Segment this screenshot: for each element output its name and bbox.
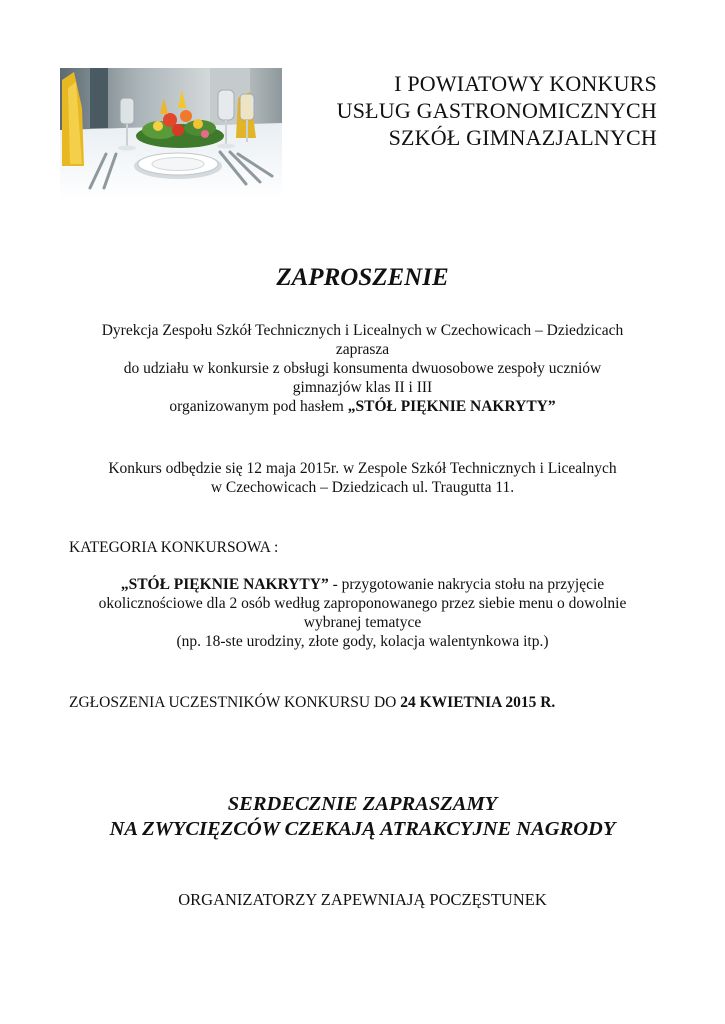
slogan-line — [40, 397, 685, 416]
contest-heading — [337, 70, 657, 151]
category-line-3: wybranej tematyce — [303, 614, 422, 631]
invitation-intro — [40, 321, 685, 416]
closing-line-1: SERDECZNIE ZAPRASZAMY — [227, 793, 498, 815]
heading-line-3: SZKÓŁ GIMNAZJALNYCH — [388, 125, 657, 150]
closing-line-2: NA ZWYCIĘZCÓW CZEKAJĄ ATRAKCYJNE NAGRODY — [109, 818, 616, 840]
category-line-4: (np. 18-ste urodziny, złote gody, kolacja walentynkowa itp.) — [176, 633, 549, 650]
deadline-text: ZGŁOSZENIA UCZESTNIKÓW KONKURSU DO — [69, 694, 401, 711]
category-desc-first: - przygotowanie nakrycia stołu na przyjęcie — [328, 576, 605, 593]
invitation-title: ZAPROSZENIE — [276, 264, 449, 291]
heading-line-1: I POWIATOWY KONKURS — [394, 71, 657, 96]
category-label: KATEGORIA KONKURSOWA : — [69, 539, 279, 556]
slogan-text: „STÓŁ PIĘKNIE NAKRYTY” — [347, 398, 556, 415]
category-name: „STÓŁ PIĘKNIE NAKRYTY” — [120, 576, 329, 593]
category-description — [40, 575, 685, 651]
registration-deadline — [69, 694, 555, 712]
date-line-1: Konkurs odbędzie się 12 maja 2015r. w Zespole Szkół Technicznych i Licealnych — [108, 460, 617, 477]
category-line-1 — [40, 575, 685, 594]
deadline-date: 24 KWIETNIA 2015 R. — [400, 694, 556, 711]
intro-line-2: zaprasza — [335, 341, 390, 358]
heading-line-2: USŁUG GASTRONOMICZNYCH — [336, 98, 657, 123]
intro-line-1: Dyrekcja Zespołu Szkół Technicznych i Licealnych w Czechowicach – Dziedzicach — [101, 322, 624, 339]
intro-line-3: do udziału w konkursie z obsługi konsumenta dwuosobowe zespoły uczniów — [123, 360, 602, 377]
date-line-2: w Czechowicach – Dziedzicach ul. Traugutta 11. — [210, 479, 515, 496]
refreshments-note: ORGANIZATORZY ZAPEWNIAJĄ POCZĘSTUNEK — [178, 890, 547, 909]
slogan-prefix: organizowanym pod hasłem — [169, 398, 348, 415]
intro-line-4: gimnazjów klas II i III — [292, 379, 433, 396]
contest-date-place — [40, 459, 685, 497]
table-setting-photo — [60, 68, 282, 200]
category-line-2: okolicznościowe dla 2 osób według zaproponowanego przez siebie menu o dowolnie — [98, 595, 627, 612]
closing-message — [0, 792, 725, 842]
